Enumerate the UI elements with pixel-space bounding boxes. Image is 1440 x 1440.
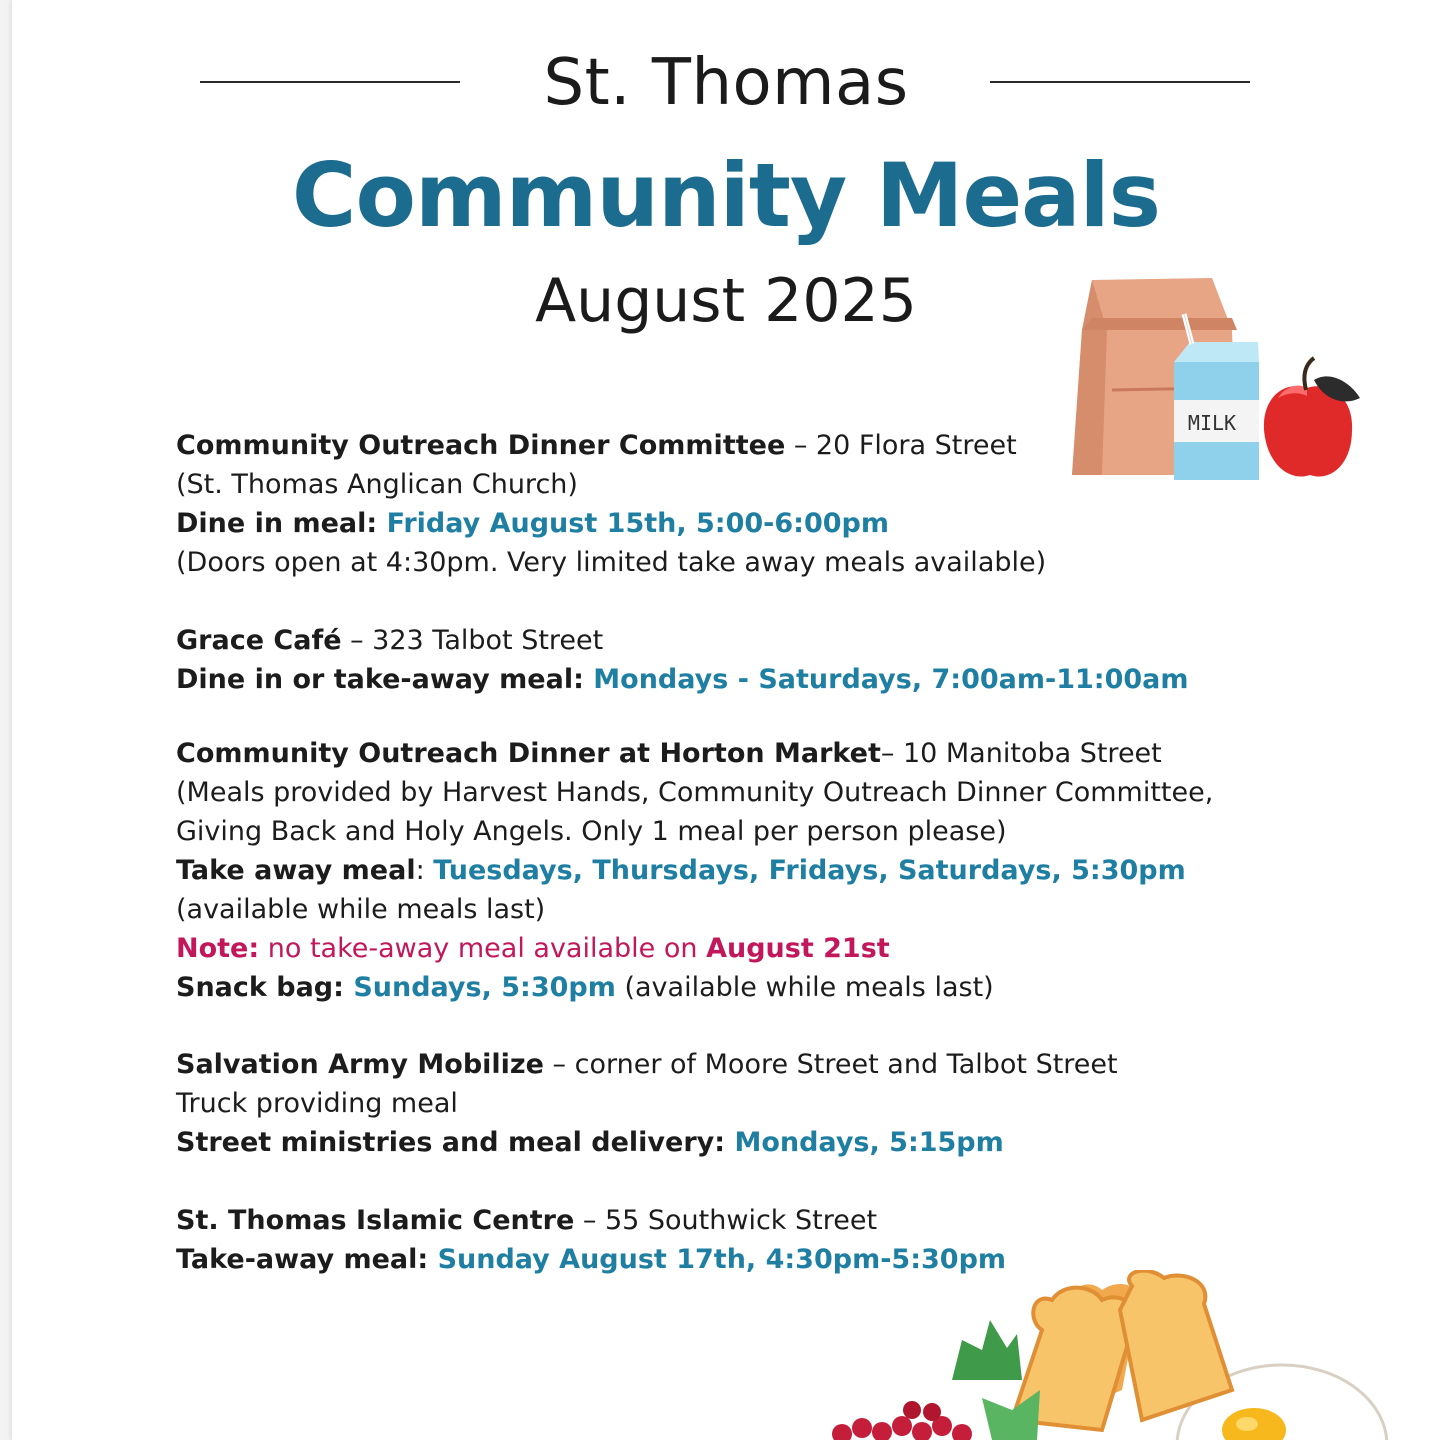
alert-text: no take-away meal available on: [259, 933, 707, 964]
listing-note: (St. Thomas Anglican Church): [176, 469, 578, 500]
listing-address: – corner of Moore Street and Talbot Street: [543, 1049, 1118, 1080]
listing-grace-cafe: [176, 621, 1326, 699]
alert-label: Note:: [176, 933, 260, 964]
meal-time: Friday August 15th, 5:00-6:00pm: [386, 508, 889, 539]
milk-carton-label: MILK: [1187, 411, 1237, 435]
listing-horton-market: [176, 734, 1326, 1007]
header-town: St. Thomas: [543, 46, 909, 120]
listing-name: Grace Café: [176, 625, 342, 656]
snack-note: (available while meals last): [615, 972, 994, 1003]
listing-note: (Meals provided by Harvest Hands, Community Outreach Dinner Committee,: [176, 777, 1214, 808]
listing-salvation-army: [176, 1045, 1326, 1162]
meal-label: Dine in meal:: [176, 508, 387, 539]
snack-time: Sundays, 5:30pm: [353, 972, 616, 1003]
listing-name: Community Outreach Dinner at Horton Market: [176, 738, 881, 769]
meal-time: Tuesdays, Thursdays, Fridays, Saturdays, 5:30pm: [433, 855, 1186, 886]
listing-name: St. Thomas Islamic Centre: [176, 1205, 575, 1236]
listing-address: – 55 Southwick Street: [574, 1205, 878, 1236]
listing-note: Truck providing meal: [176, 1088, 458, 1119]
toast-egg-berries-icon: [802, 1270, 1402, 1440]
listing-address: – 323 Talbot Street: [341, 625, 604, 656]
meal-label: Street ministries and meal delivery:: [176, 1127, 735, 1158]
listing-note: Giving Back and Holy Angels. Only 1 meal per person please): [176, 816, 1007, 847]
listing-islamic-centre: [176, 1201, 1326, 1279]
listing-address: – 20 Flora Street: [785, 430, 1017, 461]
snack-label: Snack bag:: [176, 972, 354, 1003]
alert-date: August 21st: [706, 933, 890, 964]
meal-label: Take away meal: [176, 855, 416, 886]
listing-name: Salvation Army Mobilize: [176, 1049, 544, 1080]
meal-time: Mondays - Saturdays, 7:00am-11:00am: [593, 664, 1189, 695]
meal-separator: :: [415, 855, 434, 886]
flyer-page: [12, 0, 1440, 1440]
listing-community-outreach-dinner-committee: [176, 426, 1326, 582]
meal-time: Mondays, 5:15pm: [734, 1127, 1004, 1158]
meal-label: Take-away meal:: [176, 1244, 438, 1275]
listing-note: (available while meals last): [176, 894, 546, 925]
listing-name: Community Outreach Dinner Committee: [176, 430, 786, 461]
page-title: Community Meals: [291, 144, 1161, 247]
meal-time: Sunday August 17th, 4:30pm-5:30pm: [437, 1244, 1007, 1275]
listing-address: – 10 Manitoba Street: [880, 738, 1162, 769]
meal-label: Dine in or take-away meal:: [176, 664, 594, 695]
header-month: August 2025: [535, 266, 917, 336]
listing-note: (Doors open at 4:30pm. Very limited take away meals available): [176, 547, 1047, 578]
